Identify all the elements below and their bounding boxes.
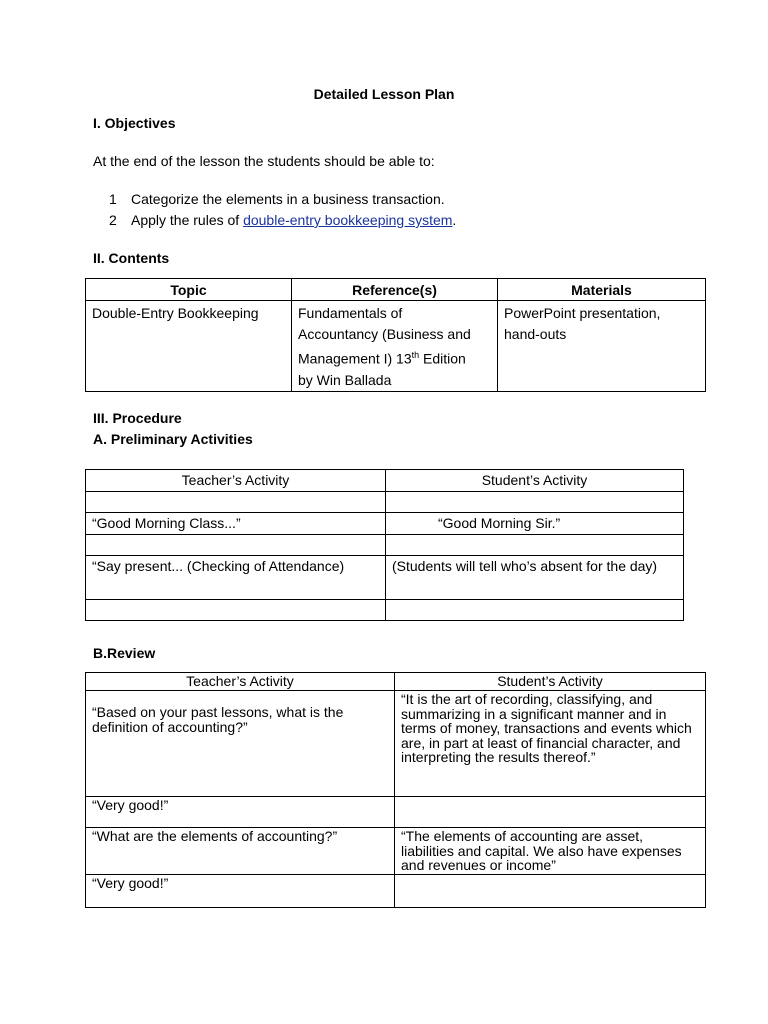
table-row bbox=[86, 828, 706, 875]
objectives-intro: At the end of the lesson the students should be able to: bbox=[93, 153, 435, 169]
reference-line: Fundamentals of bbox=[298, 305, 403, 321]
reference-superscript: th bbox=[411, 350, 420, 360]
materials-cell: PowerPoint presentation, hand-outs bbox=[498, 301, 706, 392]
reference-text: Edition bbox=[419, 350, 466, 367]
procedure-heading: III. Procedure bbox=[93, 410, 182, 426]
teacher-cell: “Very good!” bbox=[86, 875, 395, 908]
review-header-student: Student’s Activity bbox=[395, 673, 706, 691]
objectives-heading: I. Objectives bbox=[93, 115, 176, 131]
objective-text-tail: . bbox=[452, 212, 457, 228]
table-row bbox=[86, 691, 706, 797]
review-header-teacher: Teacher’s Activity bbox=[86, 673, 395, 691]
preliminary-table bbox=[85, 469, 684, 621]
student-cell bbox=[395, 875, 706, 908]
table-row bbox=[86, 492, 684, 513]
review-heading: B.Review bbox=[93, 645, 156, 661]
topic-cell: Double-Entry Bookkeeping bbox=[86, 301, 292, 392]
contents-header-references: Reference(s) bbox=[292, 279, 498, 301]
contents-header-topic: Topic bbox=[86, 279, 292, 301]
table-row bbox=[86, 301, 706, 392]
contents-heading: II. Contents bbox=[93, 250, 170, 266]
prelim-header-teacher: Teacher’s Activity bbox=[86, 470, 386, 492]
objective-number: 2 bbox=[109, 212, 117, 228]
student-cell: “It is the art of recording, classifying, and summarizing in a significant manner and in terms of money, transactions and events which are, in part at least of financial character, and interpreting the results thereof.” bbox=[395, 691, 706, 797]
objective-item-1 bbox=[109, 191, 445, 207]
student-cell bbox=[395, 797, 706, 828]
teacher-cell: “Based on your past lessons, what is the definition of accounting?” bbox=[86, 691, 395, 797]
reference-text: Management I) 13 bbox=[298, 350, 412, 367]
double-entry-link[interactable]: double-entry bookkeeping system bbox=[243, 212, 453, 228]
reference-line: by Win Ballada bbox=[298, 371, 392, 388]
objective-number: 1 bbox=[109, 191, 117, 207]
preliminary-heading: A. Preliminary Activities bbox=[93, 431, 253, 447]
objective-text: Categorize the elements in a business transaction. bbox=[131, 191, 445, 207]
table-row bbox=[86, 600, 684, 621]
teacher-cell: “Very good!” bbox=[86, 797, 395, 828]
contents-header-materials: Materials bbox=[498, 279, 706, 301]
teacher-cell: “Say present... (Checking of Attendance) bbox=[86, 556, 386, 600]
reference-line: Accountancy (Business and bbox=[298, 326, 471, 342]
review-table bbox=[85, 672, 706, 908]
document-title: Detailed Lesson Plan bbox=[313, 86, 455, 102]
teacher-cell: “What are the elements of accounting?” bbox=[86, 828, 395, 875]
reference-cell bbox=[292, 301, 498, 392]
student-cell: “Good Morning Sir.” bbox=[386, 513, 684, 535]
student-cell: “The elements of accounting are asset, liabilities and capital. We also have expenses and revenues or income” bbox=[395, 828, 706, 875]
table-row bbox=[86, 797, 706, 828]
table-row bbox=[86, 556, 684, 600]
table-row bbox=[86, 513, 684, 535]
contents-table bbox=[85, 278, 706, 392]
objective-text: Apply the rules of bbox=[131, 212, 244, 228]
teacher-cell: “Good Morning Class...” bbox=[86, 513, 386, 535]
prelim-header-student: Student’s Activity bbox=[386, 470, 684, 492]
table-row bbox=[86, 535, 684, 556]
table-row bbox=[86, 875, 706, 908]
objective-item-2 bbox=[109, 212, 456, 228]
student-cell: (Students will tell who’s absent for the day) bbox=[386, 556, 684, 600]
reference-line bbox=[298, 345, 491, 370]
